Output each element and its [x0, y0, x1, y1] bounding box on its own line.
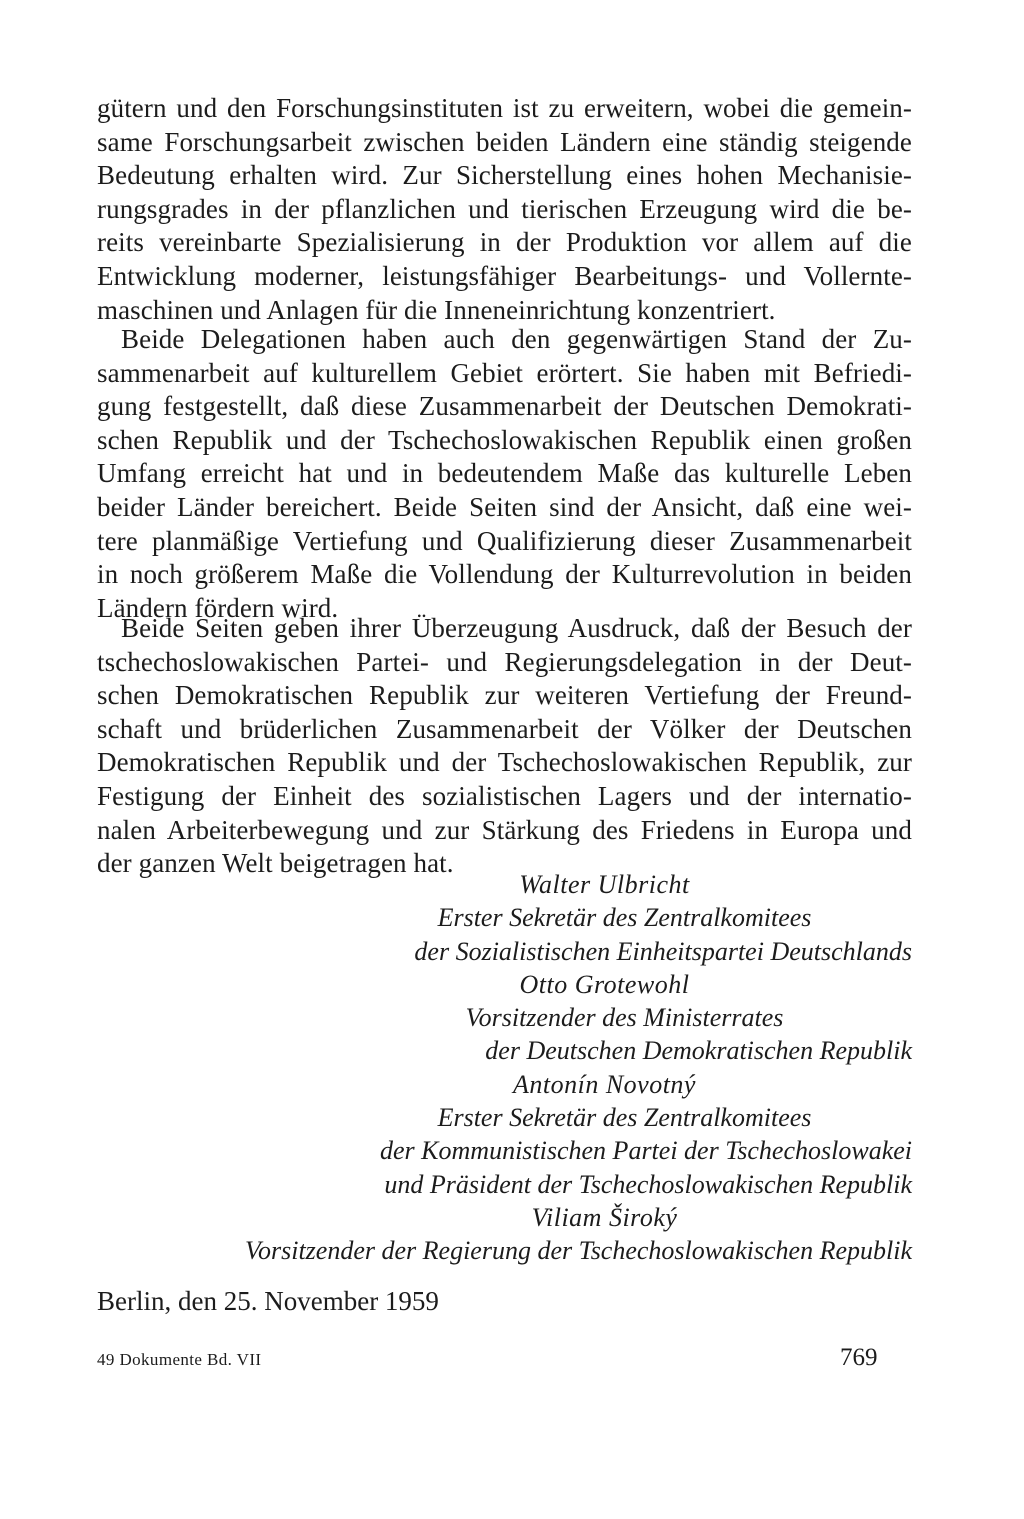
text-line: sammenarbeit auf kulturellem Gebiet erörtert. Sie haben mit Befriedi-	[97, 357, 912, 388]
text-line: schen Republik und der Tschechoslowakischen Republik einen großen	[97, 424, 912, 455]
signatory-title: Vorsitzender des Ministerrates	[465, 1003, 784, 1033]
text-line: Ländern fördern wird.	[97, 592, 339, 623]
dateline: Berlin, den 25. November 1959	[97, 1286, 439, 1316]
text-line: rungsgrades in der pflanzlichen und tierischen Erzeugung wird die be-	[97, 193, 912, 224]
page-number: 769	[840, 1344, 878, 1371]
text-line: gütern und den Forschungsinstituten ist zu erweitern, wobei die gemein-	[97, 93, 912, 123]
paragraph-1	[97, 92, 912, 327]
text-line: Bedeutung erhalten wird. Zur Sicherstellung eines hohen Mechanisie-	[97, 160, 912, 191]
paragraph-3	[97, 612, 912, 881]
signature-block	[97, 868, 912, 1268]
text-line: Beide Seiten geben ihrer Überzeugung Ausdruck, daß der Besuch der	[121, 613, 912, 643]
text-line: same Forschungsarbeit zwischen beiden Ländern eine ständig steigende	[97, 126, 912, 157]
signatory-name: Otto Grotewohl	[519, 969, 690, 999]
text-line: Demokratischen Republik und der Tschechoslowakischen Republik, zur	[97, 747, 912, 778]
text-line: beider Länder bereichert. Beide Seiten sind der Ansicht, daß eine wei-	[97, 491, 912, 522]
text-line: schen Demokratischen Republik zur weiteren Vertiefung der Freund-	[97, 680, 912, 711]
signatory-grotewohl	[97, 968, 912, 1068]
signatory-title: Erster Sekretär des Zentralkomitees	[437, 903, 812, 933]
signatory-name: Viliam Široký	[531, 1202, 678, 1232]
signatory-title: der Deutschen Demokratischen Republik	[485, 1036, 912, 1066]
text-line: nalen Arbeiterbewegung und zur Stärkung des Friedens in Europa und	[97, 814, 912, 845]
text-line: Beide Delegationen haben auch den gegenwärtigen Stand der Zu-	[121, 324, 912, 354]
text-line: tere planmäßige Vertiefung und Qualifizierung dieser Zusammenarbeit	[97, 525, 912, 556]
signatory-title: der Kommunistischen Partei der Tschechoslowakei	[380, 1136, 912, 1166]
signatory-title: der Sozialistischen Einheitspartei Deutschlands	[414, 936, 912, 966]
signatory-title: und Präsident der Tschechoslowakischen Republik	[384, 1169, 912, 1199]
signature-mark: 49 Dokumente Bd. VII	[97, 1350, 262, 1369]
signatory-novotny	[97, 1068, 912, 1201]
paragraph-2	[97, 323, 912, 625]
signatory-title: Vorsitzender der Regierung der Tschechoslowakischen Republik	[245, 1236, 912, 1266]
text-line: tschechoslowakischen Partei- und Regierungsdelegation in der Deut-	[97, 646, 912, 677]
signatory-title: Erster Sekretär des Zentralkomitees	[437, 1103, 812, 1133]
text-line: Entwicklung moderner, leistungsfähiger Bearbeitungs- und Vollernte-	[97, 260, 912, 291]
text-line: reits vereinbarte Spezialisierung in der Produktion vor allem auf die	[97, 227, 912, 258]
text-line: Festigung der Einheit des sozialistischen Lagers und der internatio-	[97, 780, 912, 811]
text-line: in noch größerem Maße die Vollendung der Kulturrevolution in beiden	[97, 559, 912, 590]
text-line: schaft und brüderlichen Zusammenarbeit der Völker der Deutschen	[97, 713, 912, 744]
text-line: Umfang erreicht hat und in bedeutendem Maße das kulturelle Leben	[97, 458, 912, 489]
signatory-name: Walter Ulbricht	[519, 870, 690, 899]
text-line: maschinen und Anlagen für die Inneneinrichtung konzentriert.	[97, 294, 776, 325]
signatory-name: Antonín Novotný	[513, 1069, 696, 1099]
signatory-siroky	[97, 1201, 912, 1268]
signatory-ulbricht	[97, 868, 912, 968]
text-line: gung festgestellt, daß diese Zusammenarbeit der Deutschen Demokrati-	[97, 391, 912, 422]
text-line: der ganzen Welt beigetragen hat.	[97, 848, 454, 879]
